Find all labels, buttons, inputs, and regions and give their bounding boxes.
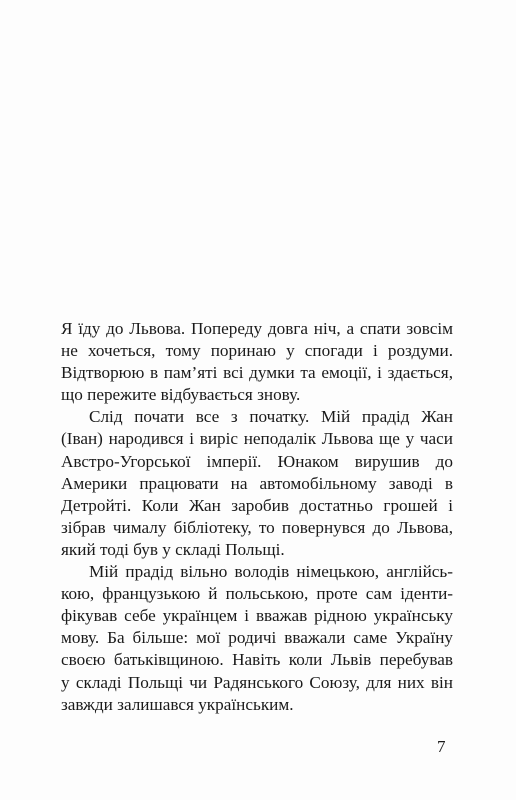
text-line: кою, французькою й польською, проте сам іденти- (61, 584, 453, 604)
paragraph-3 (61, 561, 453, 716)
text-line: своєю батьківщиною. Навіть коли Львів перебував (61, 650, 453, 670)
text-line: завжди залишався українським. (61, 694, 294, 714)
text-line: Детройті. Коли Жан заробив достатньо грошей і (61, 495, 453, 515)
text-line: Мій прадід вільно володів німецькою, англійсь- (89, 562, 453, 582)
paragraph-1 (61, 318, 453, 406)
text-line: мову. Ба більше: мої родичі вважали саме Україну (61, 628, 453, 648)
text-line: зібрав чималу бібліотеку, то повернувся до Львова, (61, 517, 453, 537)
text-line: фікував себе українцем і вважав рідною українську (61, 606, 453, 626)
body-text (61, 318, 453, 716)
text-line: Америки працювати на автомобільному заводі в (61, 473, 453, 493)
page-number: 7 (437, 737, 446, 756)
text-line: Я їду до Львова. Попереду довга ніч, а спати зовсім (61, 319, 453, 338)
text-line: що пережите відбувається знову. (61, 385, 301, 405)
paragraph-2 (61, 406, 453, 561)
text-line: Австро-Угорської імперії. Юнаком вирушив до (61, 451, 453, 471)
text-line: Відтворюю в пам’яті всі думки та емоції, і здається, (61, 363, 453, 383)
text-line: Слід почати все з початку. Мій прадід Жан (89, 407, 453, 427)
text-line: (Іван) народився і виріс неподалік Львова ще у часи (61, 429, 453, 449)
text-line: у складі Польщі чи Радянського Союзу, для них він (61, 672, 453, 692)
text-line: не хочеться, тому поринаю у спогади і роздуми. (61, 341, 453, 361)
text-line: який тоді був у складі Польщі. (61, 539, 285, 559)
